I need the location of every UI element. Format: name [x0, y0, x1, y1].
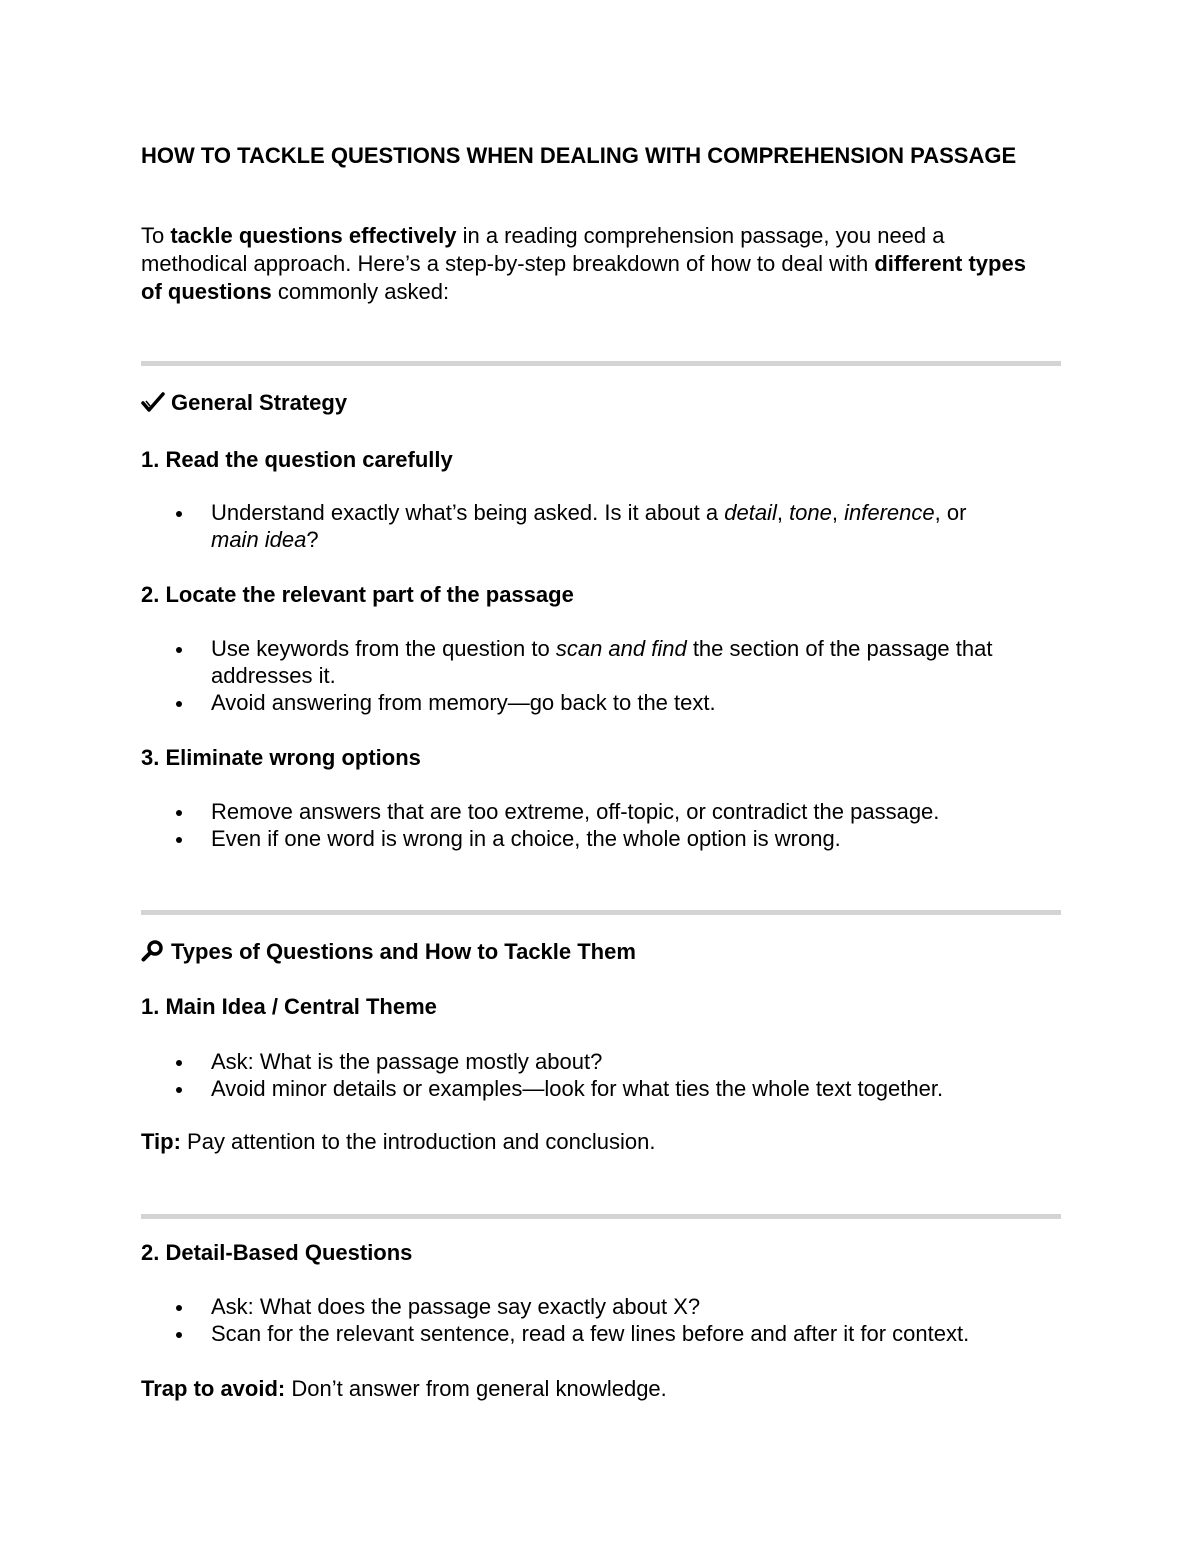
main-idea-heading: 1. Main Idea / Central Theme	[141, 994, 437, 1019]
section-divider	[141, 1214, 1061, 1219]
general-strategy-title: General Strategy	[171, 390, 348, 415]
intro-paragraph	[141, 222, 1041, 306]
text-run: ,	[831, 500, 845, 525]
text-run: Use keywords from the question to	[211, 636, 556, 661]
document-title: HOW TO TACKLE QUESTIONS WHEN DEALING WITH COMPREHENSION PASSAGE	[141, 143, 1017, 168]
question-types-title: Types of Questions and How to Tackle Them	[171, 939, 636, 964]
tip-text: Pay attention to the introduction and conclusion.	[180, 1129, 656, 1154]
list-item: Ask: What is the passage mostly about?	[141, 1048, 1061, 1075]
intro-text-3: commonly asked:	[271, 279, 450, 304]
tip-label: Tip:	[141, 1129, 181, 1154]
question-types-heading	[141, 938, 636, 966]
list-item: Avoid answering from memory—go back to the text.	[141, 689, 1061, 716]
trap-label: Trap to avoid:	[141, 1376, 286, 1401]
list-item: Ask: What does the passage say exactly about X?	[141, 1293, 1061, 1320]
tip-paragraph	[141, 1128, 655, 1156]
list-item: Scan for the relevant sentence, read a few lines before and after it for context.	[141, 1320, 1061, 1347]
step-3-list	[141, 798, 1061, 852]
list-item: Avoid minor details or examples—look for what ties the whole text together.	[141, 1075, 1061, 1102]
italic-run: inference	[844, 500, 935, 525]
text-run: the section of the passage that addresses it.	[211, 636, 993, 688]
general-strategy-heading	[141, 389, 347, 417]
section-divider	[141, 361, 1061, 366]
intro-bold-2: different types of questions	[141, 251, 1026, 304]
italic-run: tone	[789, 500, 832, 525]
list-item: Remove answers that are too extreme, off-topic, or contradict the passage.	[141, 798, 1061, 825]
text-run: ?	[306, 527, 319, 552]
text-run: ,	[776, 500, 790, 525]
step-1-list	[141, 499, 1061, 553]
section-divider	[141, 910, 1061, 915]
text-run: , or	[934, 500, 967, 525]
intro-text-2: in a reading comprehension passage, you need a methodical approach. Here’s a step-by-step breakdown of how to deal with	[141, 223, 945, 276]
italic-run: detail	[724, 500, 777, 525]
magnifier-icon	[141, 940, 165, 962]
italic-run: main idea	[211, 527, 307, 552]
trap-paragraph	[141, 1375, 667, 1403]
step-2-heading: 2. Locate the relevant part of the passage	[141, 582, 574, 607]
main-idea-list	[141, 1048, 1061, 1102]
list-item	[141, 499, 1061, 553]
detail-based-heading: 2. Detail-Based Questions	[141, 1240, 413, 1265]
text-run: Understand exactly what’s being asked. Is it about a	[211, 500, 725, 525]
list-item	[141, 635, 1061, 689]
intro-bold-1: tackle questions effectively	[170, 223, 457, 248]
italic-run: scan and find	[555, 636, 687, 661]
step-2-list	[141, 635, 1061, 716]
list-item: Even if one word is wrong in a choice, the whole option is wrong.	[141, 825, 1061, 852]
step-1-heading: 1. Read the question carefully	[141, 447, 453, 472]
trap-text: Don’t answer from general knowledge.	[285, 1376, 667, 1401]
intro-text-1: To	[141, 223, 171, 248]
check-icon	[141, 391, 165, 413]
step-3-heading: 3. Eliminate wrong options	[141, 745, 421, 770]
detail-based-list	[141, 1293, 1061, 1347]
